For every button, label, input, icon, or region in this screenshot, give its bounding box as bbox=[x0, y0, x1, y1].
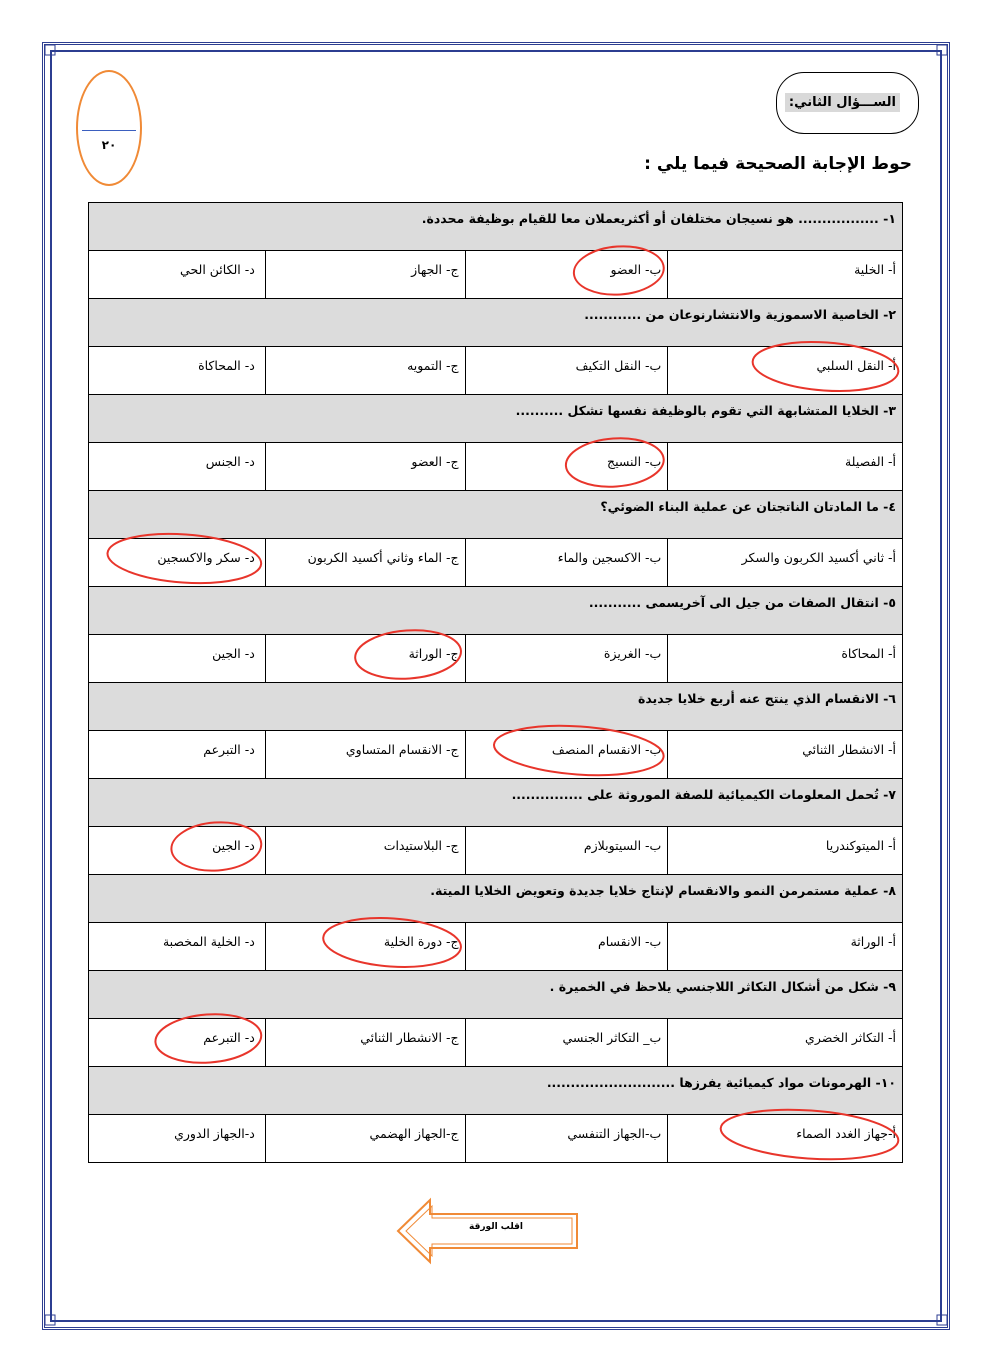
score-fraction-line bbox=[82, 130, 136, 131]
answer-option[interactable]: ب- الانقسام bbox=[465, 923, 668, 971]
answer-option[interactable]: أ-جهاز الغدد الصماء bbox=[668, 1115, 903, 1163]
question-text: ٣- الخلايا المتشابهة التي تقوم بالوظيفة نفسها تشكل .......... bbox=[89, 395, 903, 443]
options-row bbox=[89, 539, 903, 587]
options-row bbox=[89, 1019, 903, 1067]
corner-ornament bbox=[44, 1314, 56, 1326]
corner-ornament bbox=[936, 1314, 948, 1326]
questions-table bbox=[88, 202, 903, 1163]
answer-option[interactable]: ب- النسيج bbox=[465, 443, 668, 491]
answer-option[interactable]: ج-الجهاز الهضمي bbox=[265, 1115, 465, 1163]
answer-option[interactable]: د- الجنس bbox=[89, 443, 266, 491]
section-title-box bbox=[776, 72, 919, 134]
answer-option[interactable]: د- التبرعم bbox=[89, 731, 266, 779]
question-row bbox=[89, 491, 903, 539]
question-row bbox=[89, 587, 903, 635]
question-row bbox=[89, 299, 903, 347]
answer-option[interactable]: أ- ثاني أكسيد الكربون والسكر bbox=[668, 539, 903, 587]
score-circle bbox=[76, 70, 142, 186]
answer-option[interactable]: ب- الانقسام المنصف bbox=[465, 731, 668, 779]
question-text: ٤- ما المادتان الناتجتان عن عملية البناء الضوئي؟ bbox=[89, 491, 903, 539]
options-row bbox=[89, 731, 903, 779]
options-row bbox=[89, 251, 903, 299]
answer-option[interactable]: أ- المحاكاة bbox=[668, 635, 903, 683]
instruction-text: حوط الإجابة الصحيحة فيما يلي : bbox=[644, 154, 912, 174]
answer-option[interactable]: د- الجين bbox=[89, 635, 266, 683]
answer-option[interactable]: ج- التمويه bbox=[265, 347, 465, 395]
answer-option[interactable]: ج- الوراثة bbox=[265, 635, 465, 683]
answer-option[interactable]: أ- الوراثة bbox=[668, 923, 903, 971]
answer-option[interactable]: د- الجين bbox=[89, 827, 266, 875]
answer-option[interactable]: ب- الاكسجين والماء bbox=[465, 539, 668, 587]
answer-option[interactable]: ب-الجهاز التنفسي bbox=[465, 1115, 668, 1163]
question-text: ٩- شكل من أشكال التكاثر اللاجنسي يلاحظ في الخميرة . bbox=[89, 971, 903, 1019]
question-text: ٨- عملية مستمرمن النمو والانقسام لإنتاج خلايا جديدة وتعويض الخلايا الميتة. bbox=[89, 875, 903, 923]
answer-option[interactable]: ج- الماء وثاني أكسيد الكربون bbox=[265, 539, 465, 587]
answer-option[interactable]: ج- البلاستيدات bbox=[265, 827, 465, 875]
answer-option[interactable]: أ- التكاثر الخضري bbox=[668, 1019, 903, 1067]
answer-option[interactable]: ج- دورة الخلية bbox=[265, 923, 465, 971]
question-row bbox=[89, 779, 903, 827]
section-title: الســـؤال الثاني: bbox=[785, 93, 900, 112]
answer-option[interactable]: ب_ التكاثر الجنسي bbox=[465, 1019, 668, 1067]
question-text: ١٠- الهرمونات مواد كيميائية يفرزها ........................... bbox=[89, 1067, 903, 1115]
question-text: ٥- انتقال الصفات من جيل الى آخريسمى ........... bbox=[89, 587, 903, 635]
question-text: ٢- الخاصية الاسموزية والانتشارنوعان من ............ bbox=[89, 299, 903, 347]
question-row bbox=[89, 203, 903, 251]
answer-option[interactable]: د- التبرعم bbox=[89, 1019, 266, 1067]
score-total: ٢٠ bbox=[101, 138, 117, 152]
options-row bbox=[89, 827, 903, 875]
options-row bbox=[89, 1115, 903, 1163]
answer-option[interactable]: ج- الانقسام المتساوي bbox=[265, 731, 465, 779]
answer-option[interactable]: د- الخلية المخصبة bbox=[89, 923, 266, 971]
answer-option[interactable]: د- سكر والاكسجين bbox=[89, 539, 266, 587]
question-text: ١- ................. هو نسيجان مختلفان أو أكثريعملان معا للقيام بوظيفة محددة. bbox=[89, 203, 903, 251]
question-row bbox=[89, 971, 903, 1019]
answer-option[interactable]: ب- الغريزة bbox=[465, 635, 668, 683]
answer-option[interactable]: ج- العضو bbox=[265, 443, 465, 491]
options-row bbox=[89, 923, 903, 971]
answer-option[interactable]: أ- الخلية bbox=[668, 251, 903, 299]
answer-option[interactable]: د-الجهاز الدوري bbox=[89, 1115, 266, 1163]
answer-option[interactable]: ب- العضو bbox=[465, 251, 668, 299]
question-row bbox=[89, 395, 903, 443]
options-row bbox=[89, 347, 903, 395]
answer-option[interactable]: ب- السيتوبلازم bbox=[465, 827, 668, 875]
answer-option[interactable]: د- المحاكاة bbox=[89, 347, 266, 395]
corner-ornament bbox=[44, 44, 56, 56]
answer-option[interactable]: أ- الانشطار الثنائي bbox=[668, 731, 903, 779]
answer-option[interactable]: ج- الانشطار الثنائي bbox=[265, 1019, 465, 1067]
turn-page-label: اقلب الورقة bbox=[469, 1222, 523, 1232]
answer-option[interactable]: أ- الفصيلة bbox=[668, 443, 903, 491]
answer-option[interactable]: د- الكائن الحي bbox=[89, 251, 266, 299]
answer-option[interactable]: ج- الجهاز bbox=[265, 251, 465, 299]
question-row bbox=[89, 683, 903, 731]
answer-option[interactable]: أ- النقل السلبي bbox=[668, 347, 903, 395]
answer-option[interactable]: ب- النقل التكيف bbox=[465, 347, 668, 395]
options-row bbox=[89, 635, 903, 683]
corner-ornament bbox=[936, 44, 948, 56]
turn-page-arrow bbox=[396, 1196, 580, 1266]
answer-option[interactable]: أ- الميتوكندريا bbox=[668, 827, 903, 875]
options-row bbox=[89, 443, 903, 491]
question-row bbox=[89, 1067, 903, 1115]
question-text: ٦- الانقسام الذي ينتج عنه أربع خلايا جديدة bbox=[89, 683, 903, 731]
question-text: ٧- تُحمل المعلومات الكيميائية للصفة الموروثة على ............... bbox=[89, 779, 903, 827]
question-row bbox=[89, 875, 903, 923]
